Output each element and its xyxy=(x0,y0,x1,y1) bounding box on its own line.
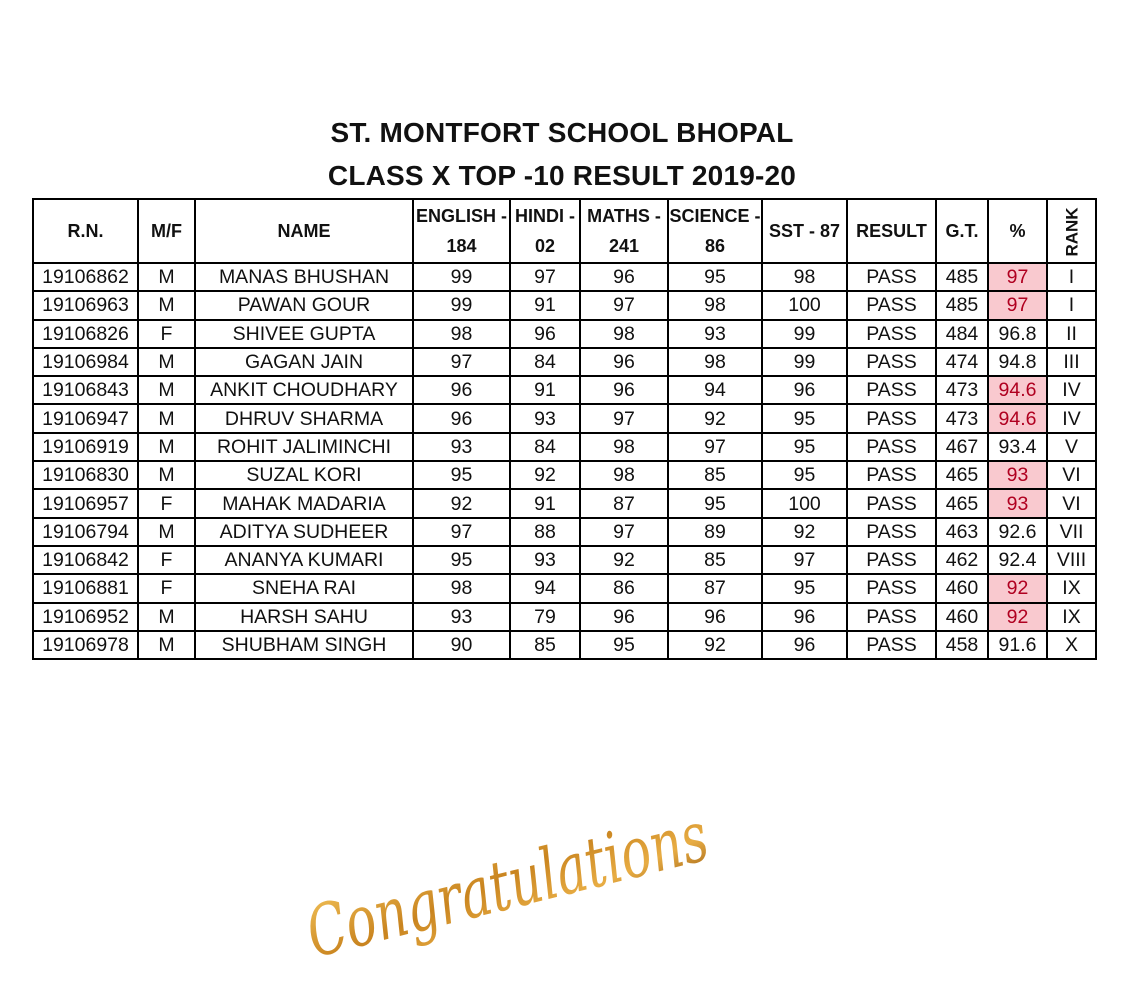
cell-rn: 19106919 xyxy=(33,433,138,461)
cell-hindi: 93 xyxy=(510,404,580,432)
cell-sst: 98 xyxy=(762,263,847,291)
result-table-body xyxy=(33,263,1096,659)
cell-sst: 95 xyxy=(762,433,847,461)
cell-name: SNEHA RAI xyxy=(195,574,413,602)
cell-gt: 484 xyxy=(936,320,988,348)
cell-english: 99 xyxy=(413,291,510,319)
cell-result: PASS xyxy=(847,489,936,517)
cell-result: PASS xyxy=(847,263,936,291)
cell-gt: 463 xyxy=(936,518,988,546)
col-header-science-label: SCIENCE - xyxy=(669,206,761,226)
cell-result: PASS xyxy=(847,546,936,574)
cell-science: 95 xyxy=(668,489,762,517)
col-header-name: NAME xyxy=(195,199,413,263)
cell-rank: I xyxy=(1047,263,1096,291)
cell-mf: M xyxy=(138,518,195,546)
cell-maths: 97 xyxy=(580,291,668,319)
cell-maths: 96 xyxy=(580,603,668,631)
cell-name: PAWAN GOUR xyxy=(195,291,413,319)
col-header-result: RESULT xyxy=(847,199,936,263)
cell-rank: VI xyxy=(1047,489,1096,517)
cell-name: SHUBHAM SINGH xyxy=(195,631,413,659)
col-header-english-code: 184 xyxy=(446,236,477,256)
cell-rn: 19106830 xyxy=(33,461,138,489)
cell-mf: M xyxy=(138,461,195,489)
cell-name: ADITYA SUDHEER xyxy=(195,518,413,546)
cell-hindi: 84 xyxy=(510,348,580,376)
cell-rn: 19106963 xyxy=(33,291,138,319)
cell-science: 95 xyxy=(668,263,762,291)
table-row xyxy=(33,546,1096,574)
cell-maths: 98 xyxy=(580,320,668,348)
cell-mf: F xyxy=(138,546,195,574)
col-header-hindi-label: HINDI - xyxy=(515,206,575,226)
table-row xyxy=(33,348,1096,376)
cell-english: 92 xyxy=(413,489,510,517)
cell-result: PASS xyxy=(847,291,936,319)
col-header-maths-label: MATHS - xyxy=(587,206,661,226)
cell-rn: 19106957 xyxy=(33,489,138,517)
cell-rn: 19106794 xyxy=(33,518,138,546)
cell-hindi: 91 xyxy=(510,489,580,517)
col-header-science-code: 86 xyxy=(704,236,726,256)
cell-rn: 19106862 xyxy=(33,263,138,291)
cell-rn: 19106842 xyxy=(33,546,138,574)
cell-rank: V xyxy=(1047,433,1096,461)
cell-mf: F xyxy=(138,320,195,348)
cell-science: 96 xyxy=(668,603,762,631)
cell-science: 89 xyxy=(668,518,762,546)
cell-science: 97 xyxy=(668,433,762,461)
cell-pct: 93 xyxy=(988,489,1047,517)
cell-sst: 95 xyxy=(762,404,847,432)
col-header-maths-code: 241 xyxy=(608,236,640,256)
cell-mf: M xyxy=(138,404,195,432)
cell-english: 97 xyxy=(413,348,510,376)
cell-mf: F xyxy=(138,574,195,602)
cell-name: ROHIT JALIMINCHI xyxy=(195,433,413,461)
cell-sst: 97 xyxy=(762,546,847,574)
cell-rn: 19106826 xyxy=(33,320,138,348)
cell-name: MAHAK MADARIA xyxy=(195,489,413,517)
cell-science: 85 xyxy=(668,461,762,489)
cell-pct: 91.6 xyxy=(988,631,1047,659)
cell-result: PASS xyxy=(847,461,936,489)
cell-pct: 97 xyxy=(988,263,1047,291)
cell-english: 93 xyxy=(413,433,510,461)
cell-mf: M xyxy=(138,348,195,376)
cell-sst: 100 xyxy=(762,489,847,517)
cell-pct: 96.8 xyxy=(988,320,1047,348)
cell-rn: 19106984 xyxy=(33,348,138,376)
cell-hindi: 79 xyxy=(510,603,580,631)
cell-science: 93 xyxy=(668,320,762,348)
cell-gt: 460 xyxy=(936,574,988,602)
cell-science: 85 xyxy=(668,546,762,574)
table-row xyxy=(33,404,1096,432)
cell-name: HARSH SAHU xyxy=(195,603,413,631)
cell-gt: 467 xyxy=(936,433,988,461)
cell-sst: 92 xyxy=(762,518,847,546)
cell-rank: VIII xyxy=(1047,546,1096,574)
cell-gt: 473 xyxy=(936,404,988,432)
cell-mf: M xyxy=(138,263,195,291)
cell-english: 90 xyxy=(413,631,510,659)
cell-sst: 96 xyxy=(762,376,847,404)
cell-pct: 92.6 xyxy=(988,518,1047,546)
cell-result: PASS xyxy=(847,404,936,432)
cell-sst: 96 xyxy=(762,603,847,631)
cell-maths: 96 xyxy=(580,376,668,404)
col-header-rank-label: RANK xyxy=(1062,206,1082,257)
cell-maths: 96 xyxy=(580,348,668,376)
col-header-english-label: ENGLISH - xyxy=(415,206,507,226)
cell-english: 95 xyxy=(413,461,510,489)
table-row xyxy=(33,263,1096,291)
cell-science: 94 xyxy=(668,376,762,404)
table-row xyxy=(33,574,1096,602)
cell-science: 98 xyxy=(668,348,762,376)
table-row xyxy=(33,518,1096,546)
cell-hindi: 93 xyxy=(510,546,580,574)
col-header-english xyxy=(413,199,510,263)
cell-gt: 474 xyxy=(936,348,988,376)
table-row xyxy=(33,376,1096,404)
cell-rank: IX xyxy=(1047,603,1096,631)
cell-mf: M xyxy=(138,433,195,461)
cell-sst: 100 xyxy=(762,291,847,319)
cell-maths: 87 xyxy=(580,489,668,517)
cell-hindi: 85 xyxy=(510,631,580,659)
col-header-sst: SST - 87 xyxy=(762,199,847,263)
cell-maths: 96 xyxy=(580,263,668,291)
cell-sst: 99 xyxy=(762,348,847,376)
cell-rn: 19106881 xyxy=(33,574,138,602)
cell-mf: M xyxy=(138,631,195,659)
cell-sst: 96 xyxy=(762,631,847,659)
cell-science: 92 xyxy=(668,631,762,659)
cell-gt: 460 xyxy=(936,603,988,631)
cell-rn: 19106952 xyxy=(33,603,138,631)
cell-english: 96 xyxy=(413,404,510,432)
cell-maths: 95 xyxy=(580,631,668,659)
cell-pct: 92 xyxy=(988,603,1047,631)
cell-maths: 92 xyxy=(580,546,668,574)
cell-name: DHRUV SHARMA xyxy=(195,404,413,432)
cell-maths: 98 xyxy=(580,433,668,461)
cell-result: PASS xyxy=(847,433,936,461)
cell-sst: 99 xyxy=(762,320,847,348)
table-header-row xyxy=(33,199,1096,263)
cell-pct: 94.6 xyxy=(988,404,1047,432)
cell-english: 98 xyxy=(413,574,510,602)
col-header-mf: M/F xyxy=(138,199,195,263)
cell-rn: 19106947 xyxy=(33,404,138,432)
cell-maths: 97 xyxy=(580,404,668,432)
cell-mf: M xyxy=(138,291,195,319)
cell-science: 92 xyxy=(668,404,762,432)
cell-english: 97 xyxy=(413,518,510,546)
cell-hindi: 91 xyxy=(510,376,580,404)
congratulations-text: Congratulations xyxy=(298,755,874,974)
cell-sst: 95 xyxy=(762,461,847,489)
table-row xyxy=(33,433,1096,461)
cell-pct: 94.8 xyxy=(988,348,1047,376)
col-header-rank xyxy=(1047,199,1096,263)
cell-english: 98 xyxy=(413,320,510,348)
col-header-gt: G.T. xyxy=(936,199,988,263)
cell-rn: 19106843 xyxy=(33,376,138,404)
cell-english: 93 xyxy=(413,603,510,631)
col-header-pct: % xyxy=(988,199,1047,263)
col-header-rn: R.N. xyxy=(33,199,138,263)
table-row xyxy=(33,291,1096,319)
cell-science: 98 xyxy=(668,291,762,319)
cell-hindi: 91 xyxy=(510,291,580,319)
cell-result: PASS xyxy=(847,631,936,659)
cell-rank: IX xyxy=(1047,574,1096,602)
cell-gt: 465 xyxy=(936,489,988,517)
cell-gt: 485 xyxy=(936,291,988,319)
cell-maths: 98 xyxy=(580,461,668,489)
cell-rank: IV xyxy=(1047,376,1096,404)
cell-rank: II xyxy=(1047,320,1096,348)
cell-name: GAGAN JAIN xyxy=(195,348,413,376)
cell-mf: M xyxy=(138,603,195,631)
cell-pct: 93 xyxy=(988,461,1047,489)
table-row xyxy=(33,603,1096,631)
cell-hindi: 92 xyxy=(510,461,580,489)
cell-name: MANAS BHUSHAN xyxy=(195,263,413,291)
col-header-science xyxy=(668,199,762,263)
cell-rank: VII xyxy=(1047,518,1096,546)
cell-english: 95 xyxy=(413,546,510,574)
cell-result: PASS xyxy=(847,348,936,376)
cell-english: 99 xyxy=(413,263,510,291)
cell-rank: III xyxy=(1047,348,1096,376)
cell-maths: 86 xyxy=(580,574,668,602)
cell-gt: 462 xyxy=(936,546,988,574)
cell-result: PASS xyxy=(847,574,936,602)
cell-science: 87 xyxy=(668,574,762,602)
result-table xyxy=(32,198,1097,660)
school-title: ST. MONTFORT SCHOOL BHOPAL xyxy=(330,117,794,148)
table-row xyxy=(33,461,1096,489)
cell-name: SHIVEE GUPTA xyxy=(195,320,413,348)
cell-hindi: 88 xyxy=(510,518,580,546)
cell-rank: IV xyxy=(1047,404,1096,432)
cell-result: PASS xyxy=(847,603,936,631)
table-row xyxy=(33,631,1096,659)
congratulations-graphic xyxy=(278,755,874,974)
cell-hindi: 94 xyxy=(510,574,580,602)
result-title: CLASS X TOP -10 RESULT 2019-20 xyxy=(327,160,797,191)
cell-maths: 97 xyxy=(580,518,668,546)
cell-rank: X xyxy=(1047,631,1096,659)
col-header-maths xyxy=(580,199,668,263)
cell-hindi: 84 xyxy=(510,433,580,461)
cell-gt: 465 xyxy=(936,461,988,489)
col-header-hindi-code: 02 xyxy=(534,236,556,256)
cell-result: PASS xyxy=(847,376,936,404)
cell-hindi: 97 xyxy=(510,263,580,291)
table-row xyxy=(33,320,1096,348)
cell-rank: VI xyxy=(1047,461,1096,489)
col-header-hindi xyxy=(510,199,580,263)
cell-mf: F xyxy=(138,489,195,517)
cell-pct: 92 xyxy=(988,574,1047,602)
cell-hindi: 96 xyxy=(510,320,580,348)
cell-gt: 473 xyxy=(936,376,988,404)
cell-pct: 93.4 xyxy=(988,433,1047,461)
cell-gt: 485 xyxy=(936,263,988,291)
cell-rn: 19106978 xyxy=(33,631,138,659)
cell-pct: 94.6 xyxy=(988,376,1047,404)
cell-rank: I xyxy=(1047,291,1096,319)
cell-pct: 97 xyxy=(988,291,1047,319)
cell-pct: 92.4 xyxy=(988,546,1047,574)
cell-mf: M xyxy=(138,376,195,404)
table-row xyxy=(33,489,1096,517)
cell-result: PASS xyxy=(847,518,936,546)
cell-name: ANANYA KUMARI xyxy=(195,546,413,574)
cell-sst: 95 xyxy=(762,574,847,602)
cell-english: 96 xyxy=(413,376,510,404)
cell-result: PASS xyxy=(847,320,936,348)
cell-name: ANKIT CHOUDHARY xyxy=(195,376,413,404)
cell-name: SUZAL KORI xyxy=(195,461,413,489)
cell-gt: 458 xyxy=(936,631,988,659)
